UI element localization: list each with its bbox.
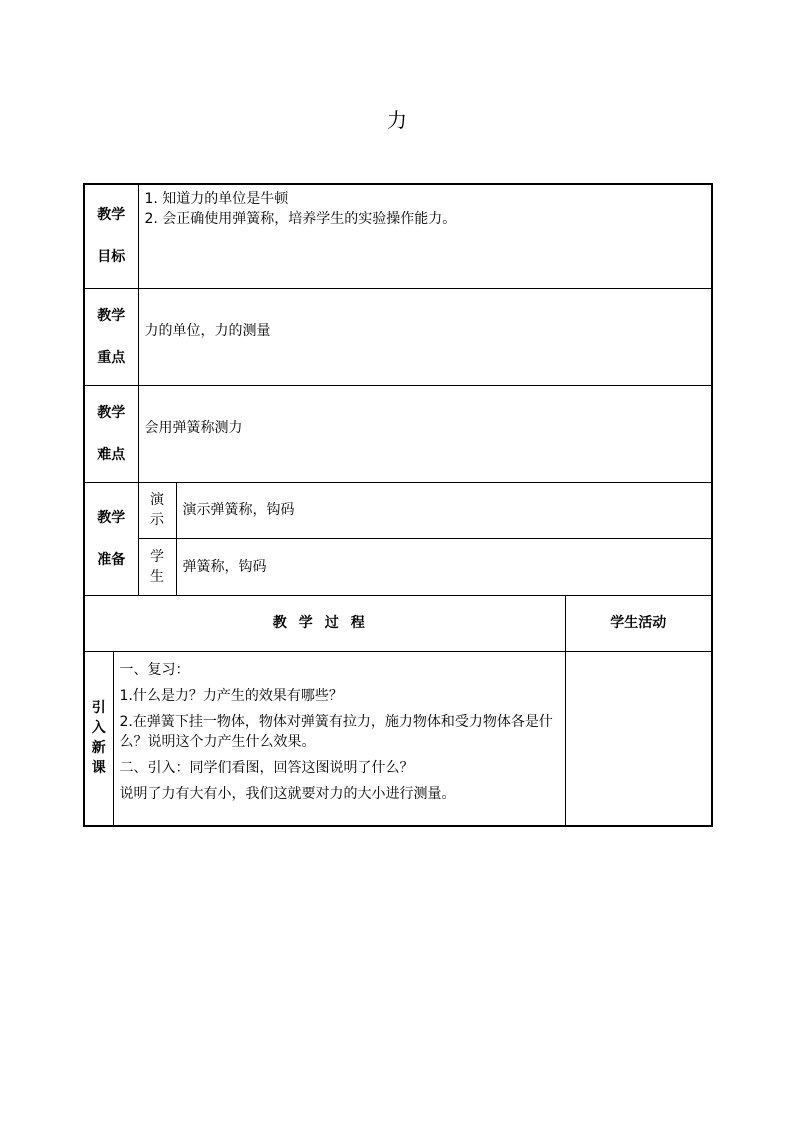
intro-line: 1.什么是力？力产生的效果有哪些？ [119,687,343,704]
key-points-label: 教学 重点 [84,288,138,385]
intro-row [84,651,712,826]
preparation-label: 教学 准备 [84,482,138,595]
preparation-demo-row [84,482,712,538]
student-label: 学 生 [138,538,176,595]
demo-label: 演 示 [138,482,176,538]
objectives-content [138,184,712,288]
process-header-row [84,595,712,651]
difficulties-row [84,385,712,482]
key-points-content: 力的单位，力的测量 [138,288,712,385]
key-points-row [84,288,712,385]
intro-line: 一、复习： [119,661,190,678]
objective-item: 1. 知道力的单位是牛顿 [144,191,289,207]
intro-line: 2.在弹簧下挂一物体，物体对弹簧有拉力，施力物体和受力物体各是什么？说明这个力产生什么效果。 [119,713,553,750]
page-title: 力 [387,108,407,132]
difficulties-label: 教学 难点 [84,385,138,482]
process-header: 教学过程 [84,595,565,651]
objectives-label: 教学 目标 [84,184,138,288]
difficulties-content: 会用弹簧称测力 [138,385,712,482]
objective-item: 2. 会正确使用弹簧称，培养学生的实验操作能力。 [144,211,457,227]
intro-line: 二、引入：同学们看图，回答这图说明了什么？ [119,759,414,776]
student-content: 弹簧称，钩码 [176,538,712,595]
intro-label: 引 入 新 课 [84,651,113,826]
activity-header: 学生活动 [565,595,712,651]
preparation-student-row [84,538,712,595]
intro-content [113,651,565,826]
intro-line: 说明了力有大有小，我们这就要对力的大小进行测量。 [119,785,456,802]
objectives-row [84,184,712,288]
demo-content: 演示弹簧称，钩码 [176,482,712,538]
lesson-plan-table [83,183,713,827]
activity-content [565,651,712,826]
